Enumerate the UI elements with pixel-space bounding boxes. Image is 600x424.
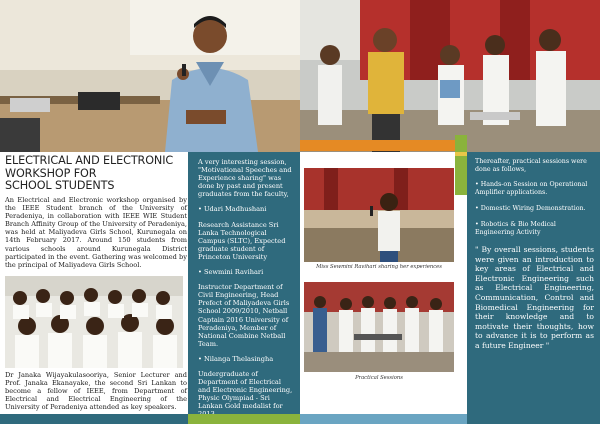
session-item: • Domestic Wiring Demonstration.: [475, 205, 586, 212]
footer-teal-stripe: [0, 414, 188, 424]
footer-green-stripe: [188, 414, 300, 424]
speaker-photo: [0, 0, 300, 152]
sessions-column: [467, 152, 600, 424]
intro-paragraph: An Electrical and Electronic workshop organised by the IEEE Student branch of the University of Peradeniya, in collaboration with IEEE WIE Student Branch Affinity Group of the University of Peradeniya, was held at Maliyadeva Girls School, Kurunegala on 14th February 2017. Around 150 students from various schools around Kurunegala District participated in the event. Gathering was welcomed by the principal of Maliyadeva Girls School.: [5, 196, 187, 269]
practical-sessions-photo: [304, 282, 454, 372]
title-line-1: ELECTRICAL AND ELECTRONIC: [5, 154, 174, 167]
speaker-bio: Undergraduate of Department of Electrical and Electronic Engineering, Physic Olympiad - Sri Lankan Gold medalist for: [198, 369, 293, 411]
session-item: • Robotics & Bio Medical Engineering Activity: [475, 221, 556, 236]
speakers-intro: A very interesting session, "Motivational Speeches and Experience sharing" was done by past and present graduates from the faculty,: [198, 158, 292, 199]
session-item: • Hands-on Session on Operational Amplifier applications.: [475, 181, 588, 196]
speaker-name: • Udari Madhushani: [198, 205, 267, 214]
audience-photo: [5, 276, 183, 368]
sessions-list: [475, 181, 594, 237]
green-accent-bar: [455, 135, 467, 195]
speaker-name: • Nilanga Thelasingha: [198, 354, 274, 363]
speaker-name: • Sewmini Ravihari: [198, 268, 264, 277]
speakers-column: [188, 152, 300, 424]
speaker-bio: Research Assistance Sri Lanka Technological Campus (SLTC), Expected graduate student of Princeton University: [198, 220, 286, 261]
practical-caption: Practical Sessions: [355, 375, 403, 381]
orange-accent-bar: [300, 140, 460, 151]
title-line-2: WORKSHOP FOR: [5, 166, 97, 180]
footer-blue-stripe: [300, 414, 467, 424]
sewmini-caption: Miss Sewmini Ravihari sharing her experiences: [316, 264, 442, 270]
sewmini-speaking-photo: [304, 168, 454, 262]
summary-quote: " By overall sessions, students were given an introduction to key areas of Electrical and Electronic Engineering such as Electrical Engineering, Communication, Control and Biomedical Engineering for their knowledge and to motivate their thoughts, how to advance it is to perform as a future Engineer ": [475, 245, 594, 350]
article-title: [5, 155, 185, 193]
key-speakers-paragraph: Dr Janaka Wijayakulasooriya, Senior Lecturer and Prof. Janaka Ekanayake, the second Sri Lankan to become a fellow of IEEE, from Department of Electrical and Electrical Engineering of the University of Peradeniya attended as key speakers.: [5, 371, 187, 412]
sessions-intro: Thereafter, practical sessions were done as follows,: [475, 158, 587, 173]
speaker-bio: Instructor Department of Civil Engineering, Head Prefect of Maliyadeva Girls School 2009/2010, Netball Captain 2016 University of Peradeniya, Member of National Combine Netball Team.: [198, 283, 290, 348]
students-practical-photo: [300, 0, 600, 152]
title-line-3: SCHOOL STUDENTS: [5, 179, 115, 192]
